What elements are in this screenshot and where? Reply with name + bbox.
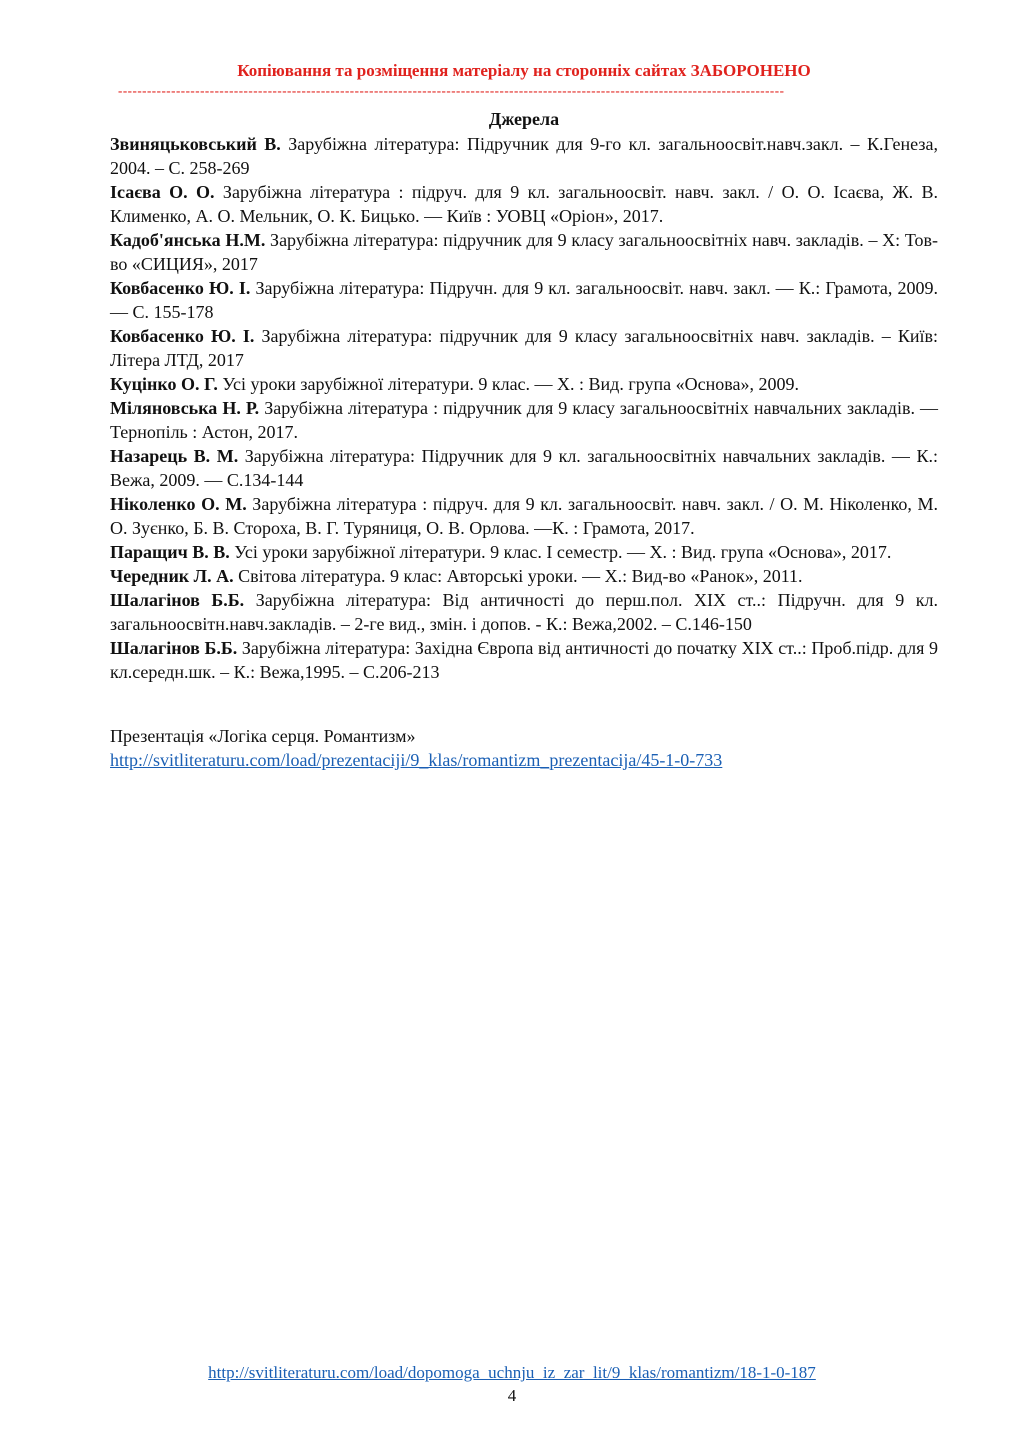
reference-text: Зарубіжна література: Підручник для 9-го кл. загальноосвіт.навч.закл. – К.Генеза, 2004. – С. 258-269 xyxy=(110,134,938,178)
presentation-block xyxy=(110,724,938,772)
reference-author: Ковбасенко Ю. І. xyxy=(110,278,251,298)
footer xyxy=(0,1362,1024,1384)
reference-item xyxy=(110,132,938,180)
reference-text: Зарубіжна література : підруч. для 9 кл. загальноосвіт. навч. закл. / О. М. Ніколенко, М. О. Зуєнко, Б. В. Стороха, В. Г. Туряниця, О. В. Орлова. —К. : Грамота, 2017. xyxy=(110,494,939,538)
page-number: 4 xyxy=(507,1386,517,1405)
reference-item xyxy=(110,444,938,492)
reference-text: Зарубіжна література: Підручник для 9 кл. загальноосвітніх навчальних закладів. — К.: Вежа, 2009. — С.134-144 xyxy=(110,446,938,490)
reference-item xyxy=(110,540,938,564)
reference-author: Шалагінов Б.Б. xyxy=(110,638,238,658)
reference-text: Світова література. 9 клас: Авторські уроки. — Х.: Вид-во «Ранок», 2011. xyxy=(233,566,803,586)
reference-author: Паращич В. В. xyxy=(110,542,230,562)
presentation-title: Презентація «Логіка серця. Романтизм» xyxy=(110,726,416,746)
reference-item xyxy=(110,636,938,684)
reference-author: Назарець В. М. xyxy=(110,446,239,466)
reference-text: Зарубіжна література: Підручн. для 9 кл. загальноосвіт. навч. закл. — К.: Грамота, 2009. — С. 155-178 xyxy=(110,278,939,322)
reference-author: Чередник Л. А. xyxy=(110,566,234,586)
reference-author: Ковбасенко Ю. І. xyxy=(110,326,255,346)
reference-author: Куцінко О. Г. xyxy=(110,374,218,394)
reference-author: Ніколенко О. М. xyxy=(110,494,247,514)
reference-author: Ісаєва О. О. xyxy=(110,182,215,202)
reference-item xyxy=(110,588,938,636)
reference-text: Зарубіжна література : підручник для 9 класу загальноосвітніх навчальних закладів. — Тернопіль : Астон, 2017. xyxy=(110,398,939,442)
reference-text: Усі уроки зарубіжної літератури. 9 клас. — Х. : Вид. група «Основа», 2009. xyxy=(217,374,799,394)
reference-list xyxy=(110,132,938,684)
copy-warning: Копіювання та розміщення матеріалу на сторонніх сайтах ЗАБОРОНЕНО xyxy=(237,61,811,80)
sources-heading: Джерела xyxy=(488,109,560,129)
reference-text: Зарубіжна література: Від античності до перш.пол. XIX ст..: Підручн. для 9 кл. загальноосвітн.навч.закладів. – 2-ге вид., змін. і допов. - К.: Вежа,2002. – С.146-150 xyxy=(110,590,938,634)
reference-item xyxy=(110,564,938,588)
reference-item xyxy=(110,228,938,276)
reference-author: Звиняцьковський В. xyxy=(110,134,281,154)
reference-item xyxy=(110,372,938,396)
reference-text: Усі уроки зарубіжної літератури. 9 клас. І семестр. — Х. : Вид. група «Основа», 2017. xyxy=(229,542,892,562)
reference-text: Зарубіжна література: підручник для 9 класу загальноосвітніх навч. закладів. – Київ: Літера ЛТД, 2017 xyxy=(110,326,939,370)
reference-text: Зарубіжна література: Західна Європа від античності до початку XIX ст..: Проб.підр. для 9 кл.середн.шк. – К.: Вежа,1995. – С.206-213 xyxy=(110,638,938,682)
reference-item xyxy=(110,492,938,540)
reference-text: Зарубіжна література: підручник для 9 класу загальноосвітніх навч. закладів. – Х: Тов-во «СИЦИЯ», 2017 xyxy=(110,230,938,274)
reference-author: Міляновська Н. Р. xyxy=(110,398,260,418)
dashed-divider: ------------------------------------------------------------------------------------------------------------------------------------------ xyxy=(118,84,785,98)
reference-author: Шалагінов Б.Б. xyxy=(110,590,245,610)
reference-item xyxy=(110,324,938,372)
footer-link[interactable]: http://svitliteraturu.com/load/dopomoga_uchnju_iz_zar_lit/9_klas/romantizm/18-1-0-187 xyxy=(208,1363,816,1382)
reference-item xyxy=(110,276,938,324)
reference-author: Кадоб'янська Н.М. xyxy=(110,230,266,250)
reference-item xyxy=(110,180,938,228)
reference-item xyxy=(110,396,938,444)
presentation-link[interactable]: http://svitliteraturu.com/load/prezentaciji/9_klas/romantizm_prezentacija/45-1-0-733 xyxy=(110,750,723,770)
reference-text: Зарубіжна література : підруч. для 9 кл. загальноосвіт. навч. закл. / О. О. Ісаєва, Ж. В. Клименко, А. О. Мельник, О. К. Бицько. — Київ : УОВЦ «Оріон», 2017. xyxy=(110,182,938,226)
